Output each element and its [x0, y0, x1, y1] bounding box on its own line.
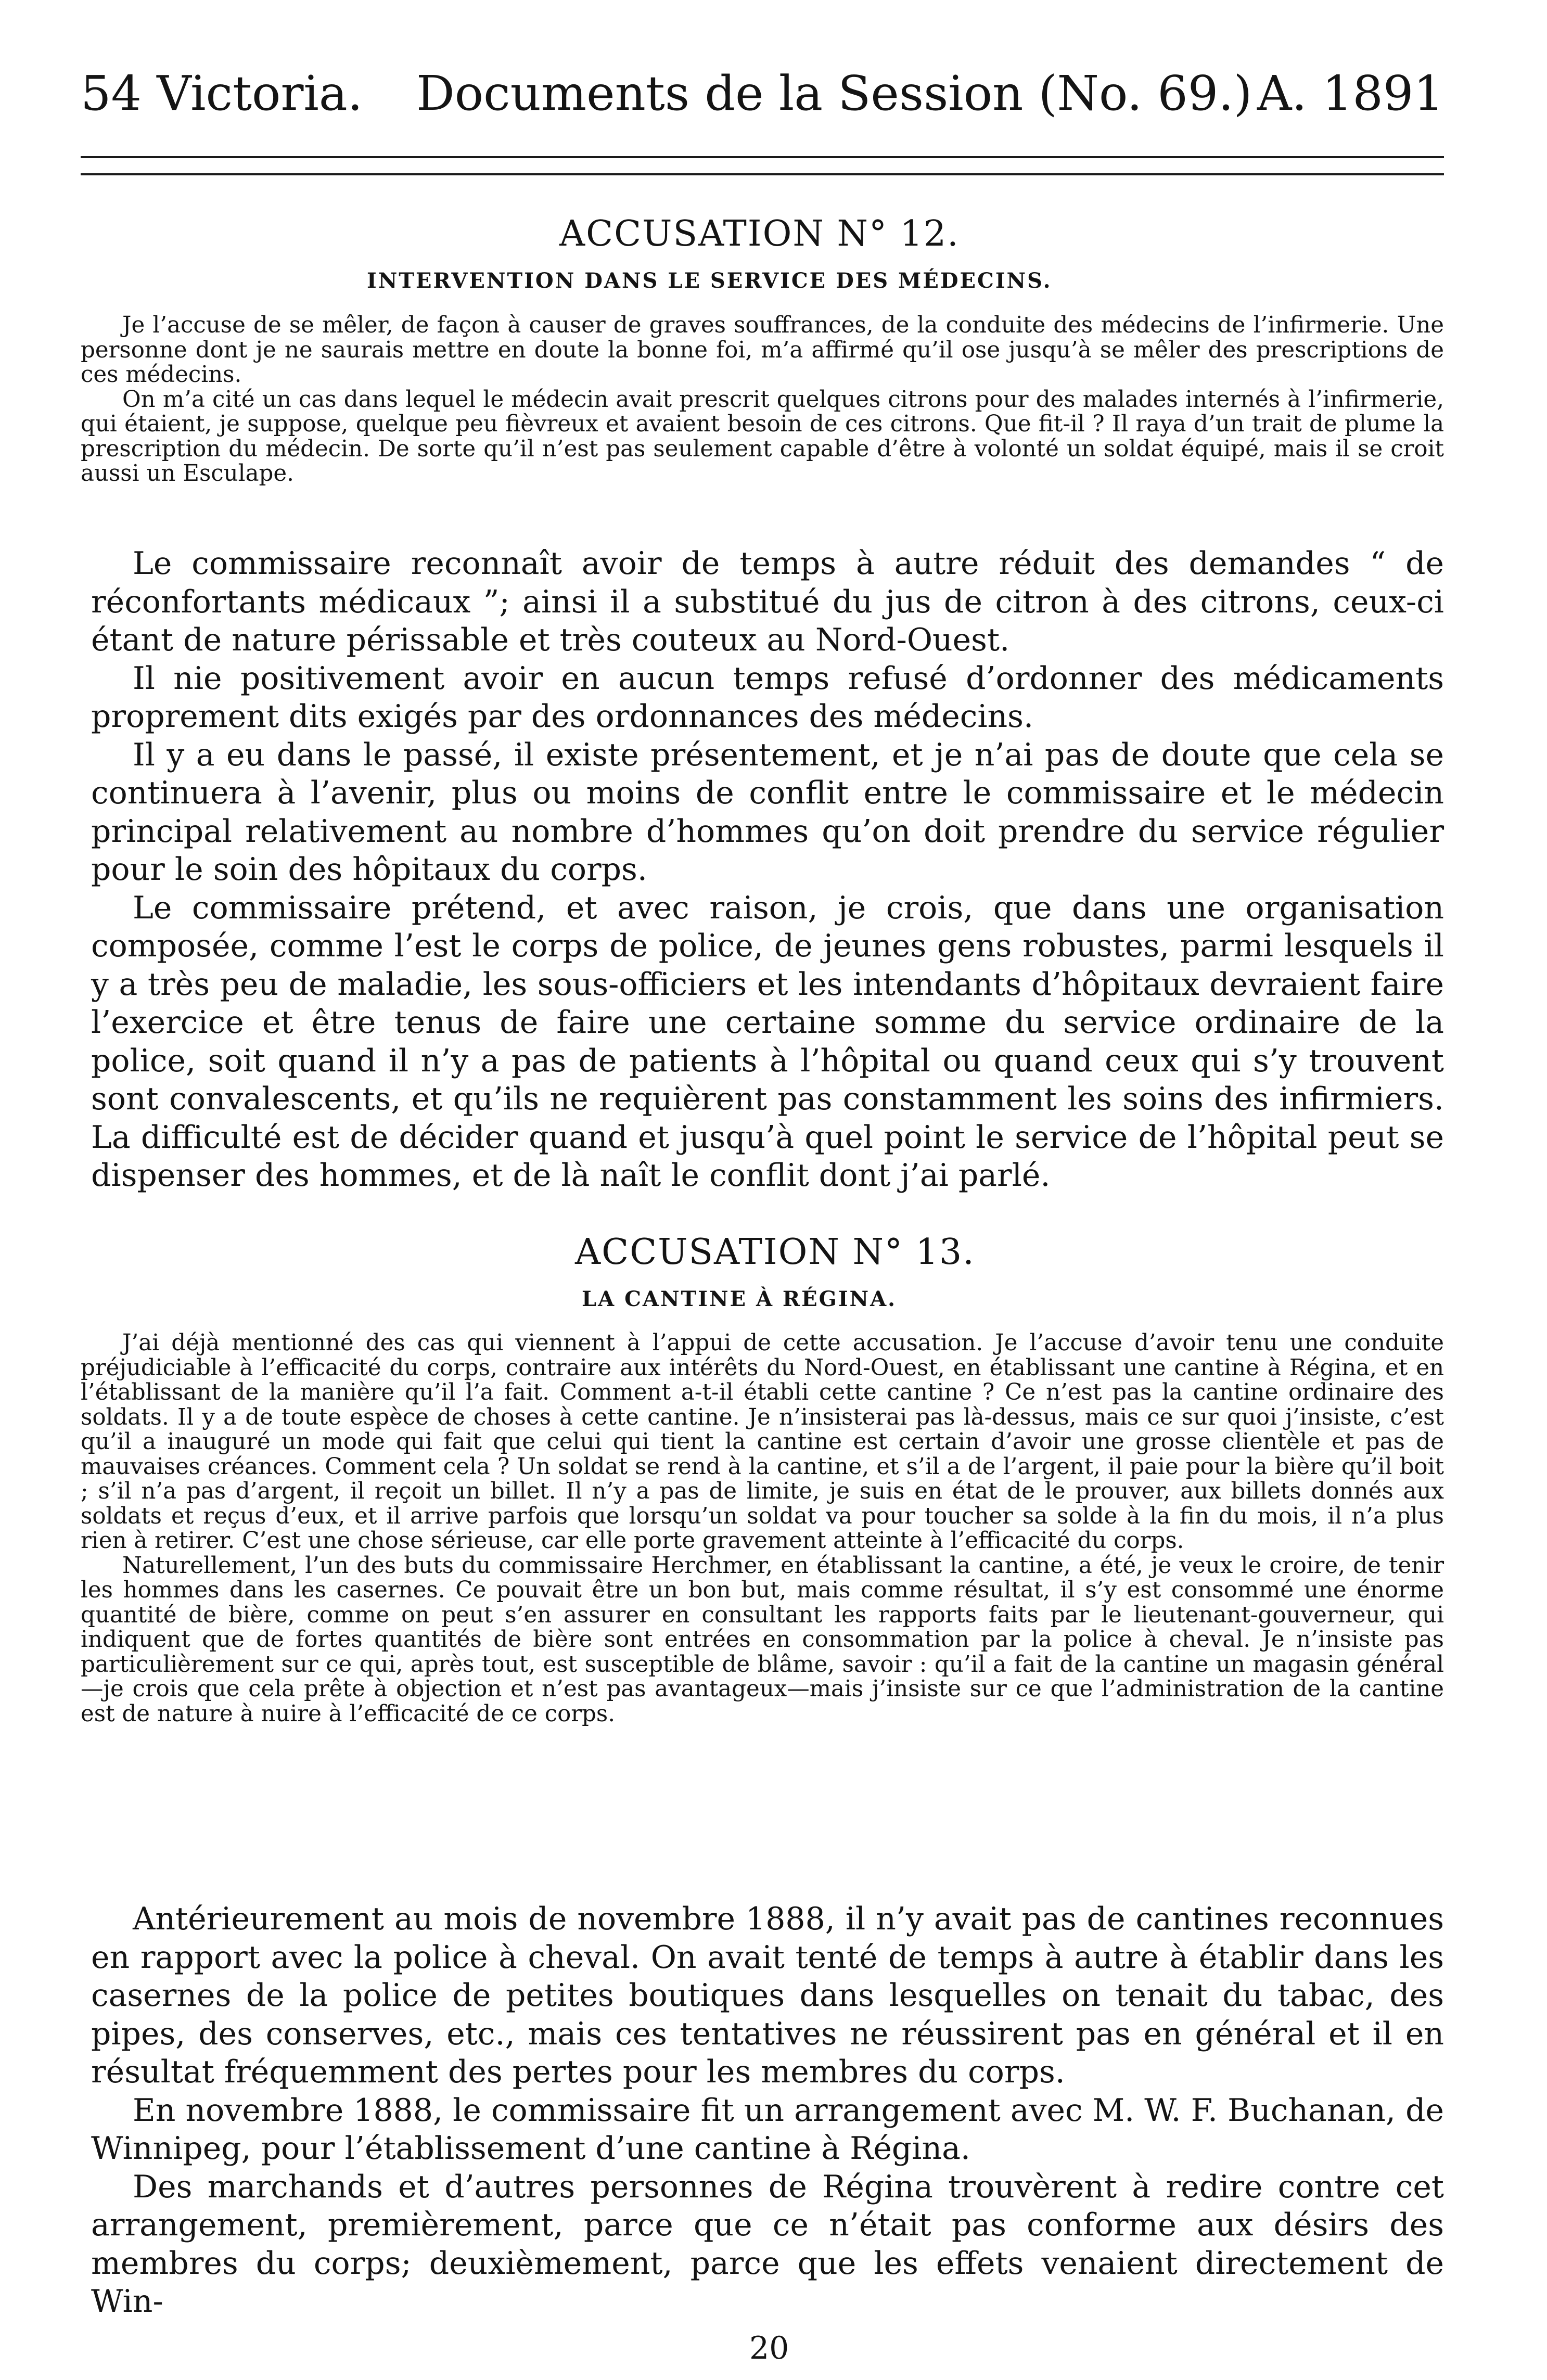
- response-paragraph: Le commissaire reconnaît avoir de temps à autre réduit des demandes “ de réconfortants médicaux ”; ainsi il a substitué du jus de citron à des citrons, ceux-ci étant de nature périssable et très couteux au Nord-Ouest.: [91, 545, 1444, 658]
- running-header: [81, 65, 1444, 122]
- header-document-title: Documents de la Session (No. 69.): [416, 66, 1252, 121]
- response-paragraph: Le commissaire prétend, et avec raison, je crois, que dans une organisation composée, comme l’est le corps de police, de jeunes gens robustes, parmi lesquels il y a très peu de maladie, les sous-officiers et les intendants d’hôpitaux devraient faire l’exercice et être tenus de faire une certaine somme du service ordinaire de la police, soit quand il n’y a pas de patients à l’hôpital ou quand ceux qui s’y trouvent sont convalescents, et qu’ils ne requièrent pas constamment les soins des infirmiers. La difficulté est de décider quand et jusqu’à quel point le service de l’hôpital peut se dispenser des hommes, et de là naît le conflit dont j’ai parlé.: [91, 889, 1444, 1194]
- accusation-13-response: [91, 1900, 1444, 2321]
- accusation-12-response: [91, 545, 1444, 1195]
- page-number: 20: [749, 2330, 789, 2366]
- accusation-13-speech: [81, 1331, 1444, 1726]
- response-paragraph: Il nie positivement avoir en aucun temps refusé d’ordonner des médicaments proprement dits exigés par des ordonnances des médecins.: [91, 660, 1444, 735]
- header-year: A. 1891: [1257, 66, 1444, 121]
- speech-paragraph: Je l’accuse de se mêler, de façon à causer de graves souffrances, de la conduite des médecins de l’infirmerie. Une personne dont je ne saurais mettre en doute la bonne foi, m’a affirmé qu’il ose jusqu’à se mêler des prescriptions de ces médecins.: [81, 312, 1444, 388]
- section-title-accusation-12: ACCUSATION N° 12.: [559, 213, 960, 254]
- response-paragraph: Antérieurement au mois de novembre 1888, il n’y avait pas de cantines reconnues en rapport avec la police à cheval. On avait tenté de temps à autre à établir dans les casernes de la police de petites boutiques dans lesquelles on tenait du tabac, des pipes, des conserves, etc., mais ces tentatives ne réussirent pas en général et il en résultat fréquemment des pertes pour les membres du corps.: [91, 1901, 1444, 2090]
- section-subtitle-accusation-13: LA CANTINE À RÉGINA.: [582, 1287, 897, 1311]
- response-paragraph: Des marchands et d’autres personnes de Régina trouvèrent à redire contre cet arrangement, premièrement, parce que ce n’était pas conforme aux désirs des membres du corps; deuxièmement, parce que les effets venaient directement de Win-: [91, 2168, 1444, 2320]
- header-rule-bottom: [81, 173, 1444, 175]
- accusation-12-speech: [81, 313, 1444, 487]
- section-title-accusation-13: ACCUSATION N° 13.: [575, 1232, 975, 1273]
- speech-paragraph: On m’a cité un cas dans lequel le médecin avait prescrit quelques citrons pour des malades internés à l’infirmerie, qui étaient, je suppose, quelque peu fièvreux et avaient besoin de ces citrons. Que fit-il ? Il raya d’un trait de plume la prescription du médecin. De sorte qu’il n’est pas seulement capable d’être à volonté un soldat équipé, mais il se croit aussi un Esculape.: [81, 386, 1444, 487]
- response-paragraph: Il y a eu dans le passé, il existe présentement, et je n’ai pas de doute que cela se continuera à l’avenir, plus ou moins de conflit entre le commissaire et le médecin principal relativement au nombre d’hommes qu’on doit prendre du service régulier pour le soin des hôpitaux du corps.: [91, 736, 1444, 888]
- speech-paragraph: J’ai déjà mentionné des cas qui viennent à l’appui de cette accusation. Je l’accuse d’avoir tenu une conduite préjudiciable à l’efficacité du corps, contraire aux intérêts du Nord-Ouest, en établissant une cantine à Régina, et en l’établissant de la manière qu’il l’a fait. Comment a-t-il établi cette cantine ? Ce n’est pas la cantine ordinaire des soldats. Il y a de toute espèce de choses à cette cantine. Je n’insisterai pas là-dessus, mais ce sur quoi j’insiste, c’est qu’il a inauguré un mode qui fait que celui qui tient la cantine est certain d’avoir une grosse clientèle et pas de mauvaises créances. Comment cela ? Un soldat se rend à la cantine, et s’il a de l’argent, il paie pour la bière qu’il boit ; s’il n’a pas d’argent, il reçoit un billet. Il n’y a pas de limite, je suis en état de le prouver, aux billets donnés aux soldats et reçus d’eux, et il arrive parfois que lorsqu’un soldat va pour toucher sa solde à la fin du mois, il n’a plus rien à retirer. C’est une chose sérieuse, car elle porte gravement atteinte à l’efficacité du corps.: [81, 1330, 1444, 1554]
- response-paragraph: En novembre 1888, le commissaire fit un arrangement avec M. W. F. Buchanan, de Winnipeg, pour l’établissement d’une cantine à Régina.: [91, 2092, 1444, 2167]
- header-rule-top: [81, 156, 1444, 158]
- header-volume: 54 Victoria.: [81, 66, 363, 121]
- section-subtitle-accusation-12: INTERVENTION DANS LE SERVICE DES MÉDECINS.: [367, 268, 1052, 293]
- speech-paragraph: Naturellement, l’un des buts du commissaire Herchmer, en établissant la cantine, a été, je veux le croire, de tenir les hommes dans les casernes. Ce pouvait être un bon but, mais comme résultat, il s’y est consommé une énorme quantité de bière, comme on peut s’en assurer en consultant les rapports faits par le lieutenant-gouverneur, qui indiquent que de fortes quantités de bière sont entrées en consommation par la police à cheval. Je n’insiste pas particulièrement sur ce qui, après tout, est susceptible de blâme, savoir : qu’il a fait de la cantine un magasin général—je crois que cela prête à objection et n’est pas avantageux—mais j’insiste sur ce que l’administration de la cantine est de nature à nuire à l’efficacité de ce corps.: [81, 1552, 1444, 1727]
